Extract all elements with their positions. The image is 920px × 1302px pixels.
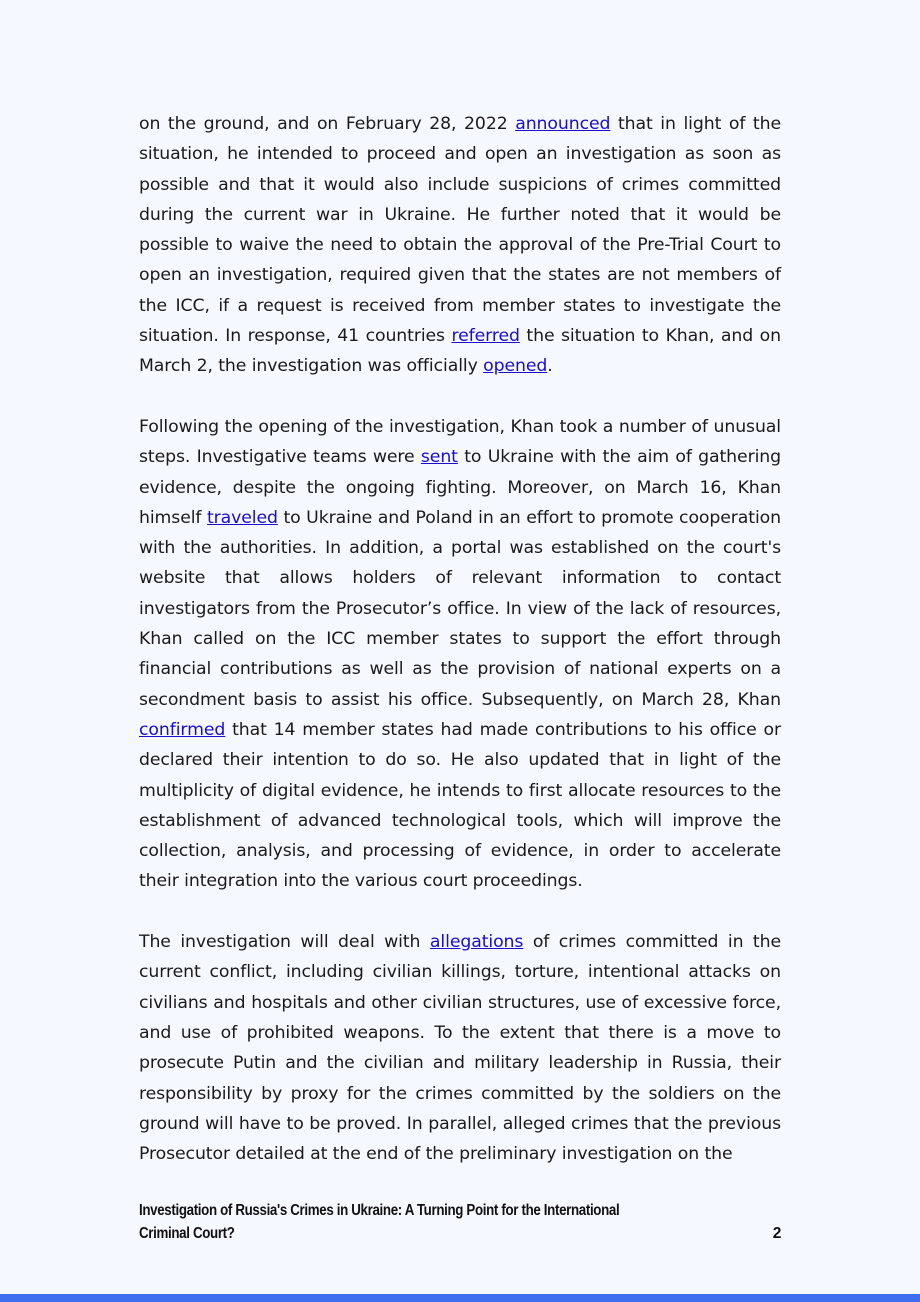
- link-opened[interactable]: opened: [483, 356, 548, 377]
- link-sent[interactable]: sent: [420, 447, 458, 468]
- text-run: The investigation will deal with: [139, 932, 430, 953]
- link-announced[interactable]: announced: [515, 114, 611, 134]
- text-run: .: [547, 356, 553, 377]
- page-footer: [139, 1199, 781, 1245]
- document-body: [139, 109, 781, 1200]
- paragraph-3: [139, 927, 781, 1169]
- paragraph-1: [139, 109, 781, 382]
- text-run: to Ukraine and Poland in an effort to promote cooperation with the authorities. In addition, a portal was established on the court's website that allows holders of relevant information to contact investigators from the Prosecutor’s office. In view of the lack of resources, Khan called on the ICC member states to support the effort through financial contributions as well as the provision of national experts on a secondment basis to assist his office. Subsequently, on March 28, Khan: [139, 507, 781, 710]
- text-run: that 14 member states had made contributions to his office or declared their intention to do so. He also updated that in light of the multiplicity of digital evidence, he intends to first allocate resources to the establishment of advanced technological tools, which will improve the collection, analysis, and processing of evidence, in order to accelerate their integration into the various court proceedings.: [139, 719, 781, 892]
- page-number: 2: [772, 1225, 781, 1242]
- text-run: the situation to Khan, and on March 2, the investigation was officially: [139, 326, 781, 377]
- text-run: of crimes committed in the current conflict, including civilian killings, torture, intentional attacks on civilians and hospitals and other civilian structures, use of excessive force, and use of prohibited weapons. To the extent that there is a move to prosecute Putin and the civilian and military leadership in Russia, their responsibility by proxy for the crimes committed by the soldiers on the ground will have to be proved. In parallel, alleged crimes that the previous Prosecutor detailed at the end of the preliminary investigation on the: [139, 932, 781, 1165]
- link-confirmed[interactable]: confirmed: [139, 719, 226, 740]
- text-run: on the ground, and on February 28, 2022: [139, 114, 516, 134]
- link-referred[interactable]: referred: [451, 326, 520, 347]
- link-traveled[interactable]: traveled: [206, 507, 278, 528]
- paragraph-2: [139, 412, 781, 897]
- footer-document-title: Investigation of Russia's Crimes in Ukraine: A Turning Point for the International Criminal Court?: [139, 1202, 620, 1242]
- text-run: to Ukraine with the aim of gathering evidence, despite the ongoing fighting. Moreover, on March 16, Khan himself: [139, 447, 781, 528]
- link-allegations[interactable]: allegations: [429, 932, 524, 953]
- text-run: Following the opening of the investigation, Khan took a number of unusual steps. Investigative teams were: [139, 416, 781, 468]
- text-run: that in light of the situation, he intended to proceed and open an investigation as soon as possible and that it would also include suspicions of crimes committed during the current war in Ukraine. He further noted that it would be possible to waive the need to obtain the approval of the Pre-Trial Court to open an investigation, required given that the states are not members of the ICC, if a request is received from member states to investigate the situation. In response, 41 countries: [139, 114, 781, 347]
- bottom-accent-bar: [0, 1294, 920, 1302]
